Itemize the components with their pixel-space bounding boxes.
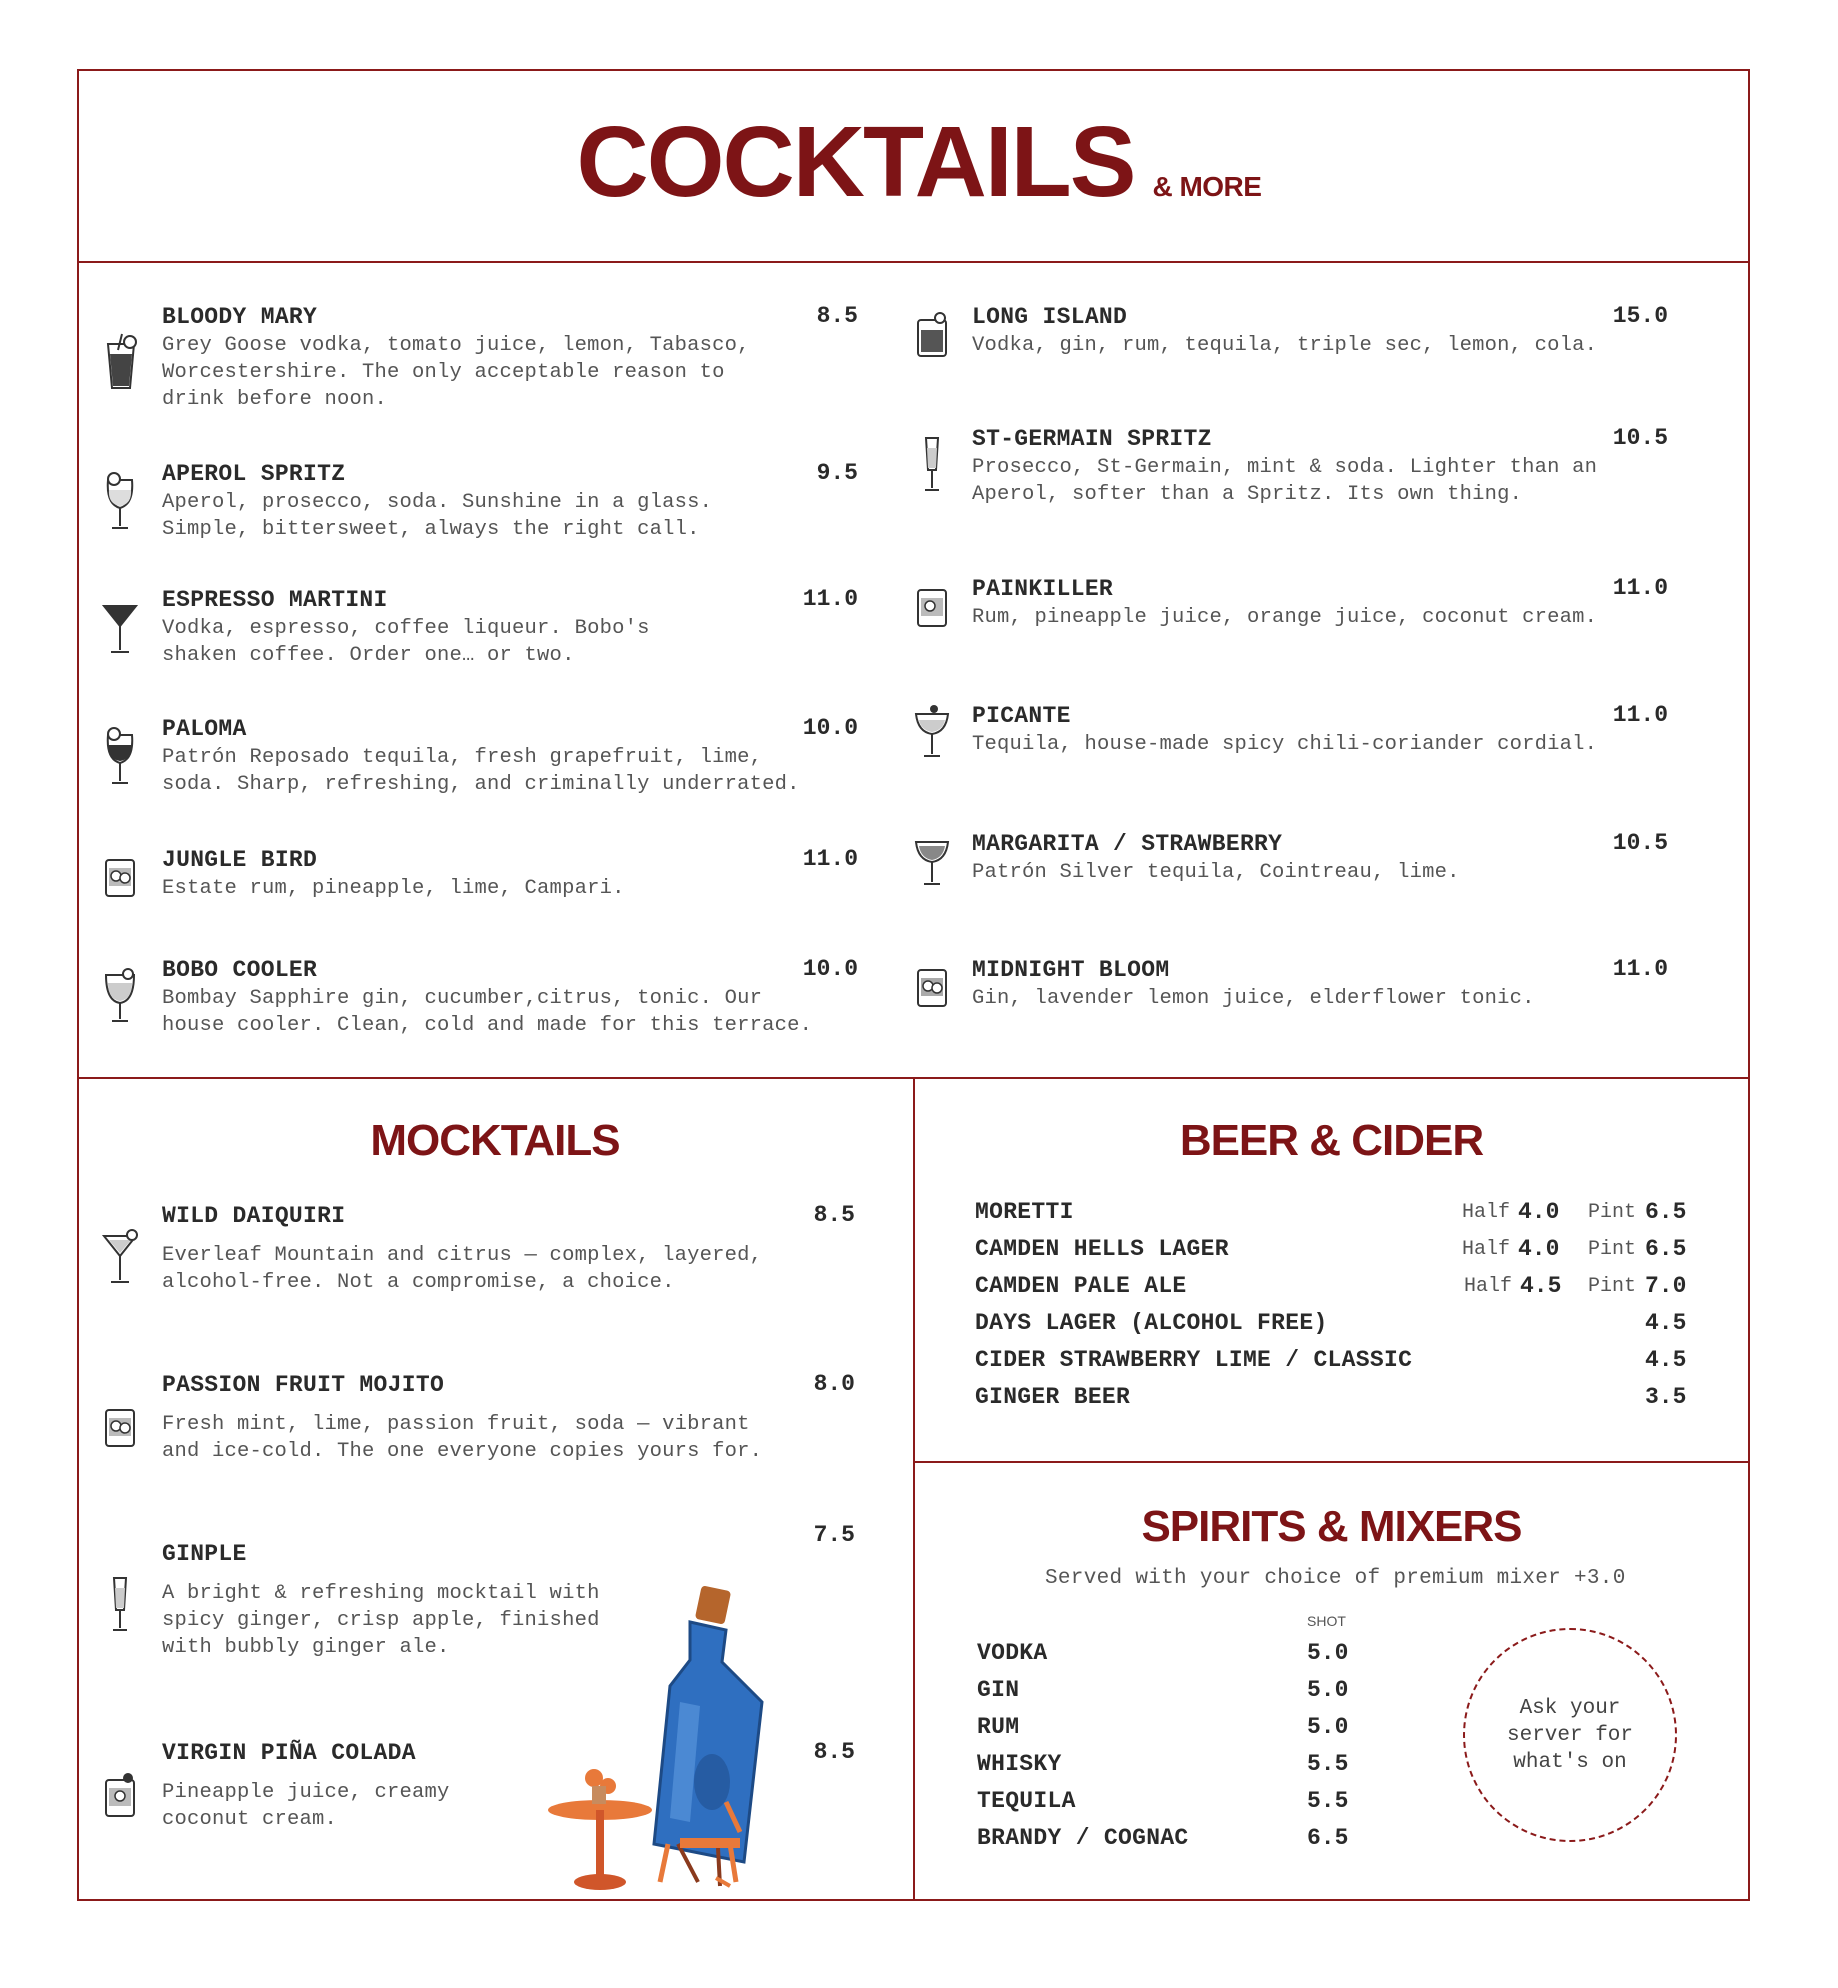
- spirit-row: [977, 1714, 1377, 1750]
- coupe-glass-icon: [912, 700, 952, 764]
- spirit-name: TEQUILA: [977, 1788, 1076, 1814]
- beer-name: CAMDEN HELLS LAGER: [975, 1236, 1229, 1262]
- bottle-illustration: [530, 1582, 770, 1902]
- item-price: 8.5: [813, 1739, 855, 1765]
- pint-price: 6.5: [1645, 1199, 1687, 1225]
- item-price: 10.0: [802, 715, 858, 741]
- item-price: 8.0: [813, 1371, 855, 1397]
- flute-glass-icon: [100, 1572, 140, 1636]
- menu-item: [162, 586, 650, 669]
- item-name: ST-GERMAIN SPRITZ: [972, 426, 1212, 452]
- item-description: Rum, pineapple juice, orange juice, coconut cream.: [972, 606, 1598, 629]
- spirit-price: 6.5: [1307, 1825, 1349, 1851]
- spirit-name: GIN: [977, 1677, 1020, 1703]
- beer-name: MORETTI: [975, 1199, 1074, 1225]
- item-name: LONG ISLAND: [972, 304, 1128, 330]
- beer-price: 4.5: [1645, 1310, 1687, 1336]
- menu-item: [972, 956, 1535, 1012]
- item-price: 10.5: [1612, 425, 1668, 451]
- menu-item: [162, 956, 812, 1039]
- item-description: Tequila, house-made spicy chili-coriander cordial.: [972, 733, 1598, 756]
- item-name: BLOODY MARY: [162, 304, 318, 330]
- beer-name: CAMDEN PALE ALE: [975, 1273, 1187, 1299]
- item-description: A bright & refreshing mocktail with spicy ginger, crisp apple, finished with bubbly ginger ale.: [162, 1582, 600, 1659]
- menu-item: [162, 1371, 762, 1465]
- item-description: Patrón Silver tequila, Cointreau, lime.: [972, 861, 1460, 884]
- item-name: JUNGLE BIRD: [162, 847, 318, 873]
- menu-item: [972, 303, 1597, 359]
- item-description: Everleaf Mountain and citrus — complex, layered, alcohol-free. Not a compromise, a choice.: [162, 1244, 763, 1294]
- beer-row: [975, 1310, 1685, 1346]
- item-description: Gin, lavender lemon juice, elderflower tonic.: [972, 987, 1535, 1010]
- beer-row: [975, 1236, 1685, 1272]
- mixer-note: Served with your choice of premium mixer +3.0: [1045, 1567, 1626, 1590]
- spirit-price: 5.5: [1307, 1788, 1349, 1814]
- item-name: WILD DAIQUIRI: [162, 1203, 346, 1229]
- spirit-price: 5.0: [1307, 1677, 1349, 1703]
- column-divider: [913, 1077, 915, 1901]
- wine-glass-icon: [100, 470, 140, 534]
- beer-name: GINGER BEER: [975, 1384, 1131, 1410]
- spirit-price: 5.0: [1307, 1714, 1349, 1740]
- item-price: 8.5: [816, 303, 858, 329]
- item-price: 7.5: [813, 1522, 855, 1548]
- half-price: 4.5: [1520, 1273, 1562, 1299]
- beer-price: 4.5: [1645, 1347, 1687, 1373]
- pint-label: Pint: [1588, 1201, 1637, 1224]
- pint-price: 6.5: [1645, 1236, 1687, 1262]
- mocktails-title: MOCKTAILS: [370, 1116, 620, 1165]
- beer-row: [975, 1347, 1685, 1383]
- martini-glass-icon: [100, 596, 140, 660]
- coupe-glass-icon: [912, 828, 952, 892]
- half-label: Half: [1462, 1201, 1511, 1224]
- shot-label: SHOT: [1307, 1613, 1346, 1629]
- menu-item: [972, 425, 1597, 508]
- flute-glass-icon: [912, 432, 952, 496]
- item-name: GINPLE: [162, 1541, 247, 1567]
- spirit-row: [977, 1640, 1377, 1676]
- menu-item: [162, 846, 625, 902]
- spirit-row: [977, 1677, 1377, 1713]
- half-price: 4.0: [1518, 1199, 1560, 1225]
- item-price: 11.0: [802, 586, 858, 612]
- item-description: Prosecco, St-Germain, mint & soda. Lighter than an Aperol, softer than a Spritz. Its own thing.: [972, 456, 1598, 506]
- item-description: Vodka, espresso, coffee liqueur. Bobo's shaken coffee. Order one… or two.: [162, 617, 650, 667]
- rocks-glass-icon: [100, 1766, 140, 1830]
- item-name: VIRGIN PIÑA COLADA: [162, 1740, 416, 1766]
- rocks-glass-icon: [912, 306, 952, 370]
- page-title: [0, 106, 1838, 218]
- spirit-price: 5.0: [1307, 1640, 1349, 1666]
- item-price: 8.5: [813, 1202, 855, 1228]
- menu-item: [162, 1739, 450, 1833]
- item-name: MARGARITA / STRAWBERRY: [972, 831, 1283, 857]
- item-description: Patrón Reposado tequila, fresh grapefruit, lime, soda. Sharp, refreshing, and criminally underrated.: [162, 746, 800, 796]
- beer-spirits-divider: [913, 1461, 1750, 1463]
- spirits-title: SPIRITS & MIXERS: [1141, 1502, 1522, 1551]
- item-price: 10.0: [802, 956, 858, 982]
- item-description: Bombay Sapphire gin, cucumber,citrus, tonic. Our house cooler. Clean, cold and made for this terrace.: [162, 987, 813, 1037]
- pint-price: 7.0: [1645, 1273, 1687, 1299]
- goblet-glass-icon: [100, 965, 140, 1029]
- badge-text: Ask your server for what's on: [1506, 1696, 1634, 1774]
- beer-title: BEER & CIDER: [1179, 1116, 1484, 1165]
- item-description: Fresh mint, lime, passion fruit, soda — vibrant and ice-cold. The one everyone copies yours for.: [162, 1413, 763, 1463]
- item-price: 11.0: [1612, 702, 1668, 728]
- menu-item: [972, 830, 1460, 886]
- item-price: 10.5: [1612, 830, 1668, 856]
- item-price: 11.0: [1612, 575, 1668, 601]
- beer-row: [975, 1384, 1685, 1420]
- spirit-name: WHISKY: [977, 1751, 1062, 1777]
- half-label: Half: [1464, 1275, 1513, 1298]
- item-name: PASSION FRUIT MOJITO: [162, 1372, 445, 1398]
- beer-price: 3.5: [1645, 1384, 1687, 1410]
- beer-row: [975, 1199, 1685, 1235]
- item-description: Estate rum, pineapple, lime, Campari.: [162, 877, 625, 900]
- menu-item: [162, 460, 712, 543]
- menu-item: [972, 575, 1597, 631]
- title-sub: & MORE: [1152, 171, 1262, 202]
- item-description: Aperol, prosecco, soda. Sunshine in a glass. Simple, bittersweet, always the right call.: [162, 491, 713, 541]
- spirit-name: BRANDY / COGNAC: [977, 1825, 1189, 1851]
- menu-item: [162, 715, 800, 798]
- menu-item: [162, 1202, 762, 1296]
- item-price: 11.0: [802, 846, 858, 872]
- spirit-row: [977, 1788, 1377, 1824]
- beer-row: [975, 1273, 1685, 1309]
- spirit-row: [977, 1751, 1377, 1787]
- menu-item: [162, 303, 750, 413]
- item-name: PAINKILLER: [972, 576, 1114, 602]
- ask-server-badge: [1463, 1628, 1677, 1842]
- item-name: PALOMA: [162, 716, 247, 742]
- item-price: 9.5: [816, 460, 858, 486]
- wine-glass-icon: [100, 725, 140, 789]
- item-name: PICANTE: [972, 703, 1071, 729]
- pint-label: Pint: [1588, 1275, 1637, 1298]
- header-divider: [77, 261, 1750, 263]
- highball-glass-icon: [100, 330, 140, 394]
- spirit-name: VODKA: [977, 1640, 1048, 1666]
- item-description: Pineapple juice, creamy coconut cream.: [162, 1781, 450, 1831]
- martini-glass-icon: [100, 1226, 140, 1290]
- beer-name: DAYS LAGER (ALCOHOL FREE): [975, 1310, 1328, 1336]
- spirit-row: [977, 1825, 1377, 1861]
- item-name: BOBO COOLER: [162, 957, 318, 983]
- item-name: APEROL SPRITZ: [162, 461, 346, 487]
- rocks-glass-icon: [100, 1396, 140, 1460]
- item-name: MIDNIGHT BLOOM: [972, 957, 1170, 983]
- title-main: COCKTAILS: [576, 106, 1135, 218]
- item-description: Vodka, gin, rum, tequila, triple sec, lemon, cola.: [972, 334, 1598, 357]
- beer-name: CIDER STRAWBERRY LIME / CLASSIC: [975, 1347, 1413, 1373]
- item-price: 15.0: [1612, 303, 1668, 329]
- rocks-glass-icon: [912, 576, 952, 640]
- item-name: ESPRESSO MARTINI: [162, 587, 388, 613]
- rocks-glass-icon: [912, 956, 952, 1020]
- half-label: Half: [1462, 1238, 1511, 1261]
- spirit-name: RUM: [977, 1714, 1020, 1740]
- rocks-glass-icon: [100, 846, 140, 910]
- spirit-price: 5.5: [1307, 1751, 1349, 1777]
- half-price: 4.0: [1518, 1236, 1560, 1262]
- menu-item: [972, 702, 1597, 758]
- item-description: Grey Goose vodka, tomato juice, lemon, Tabasco, Worcestershire. The only acceptable reason to drink before noon.: [162, 334, 750, 411]
- item-price: 11.0: [1612, 956, 1668, 982]
- pint-label: Pint: [1588, 1238, 1637, 1261]
